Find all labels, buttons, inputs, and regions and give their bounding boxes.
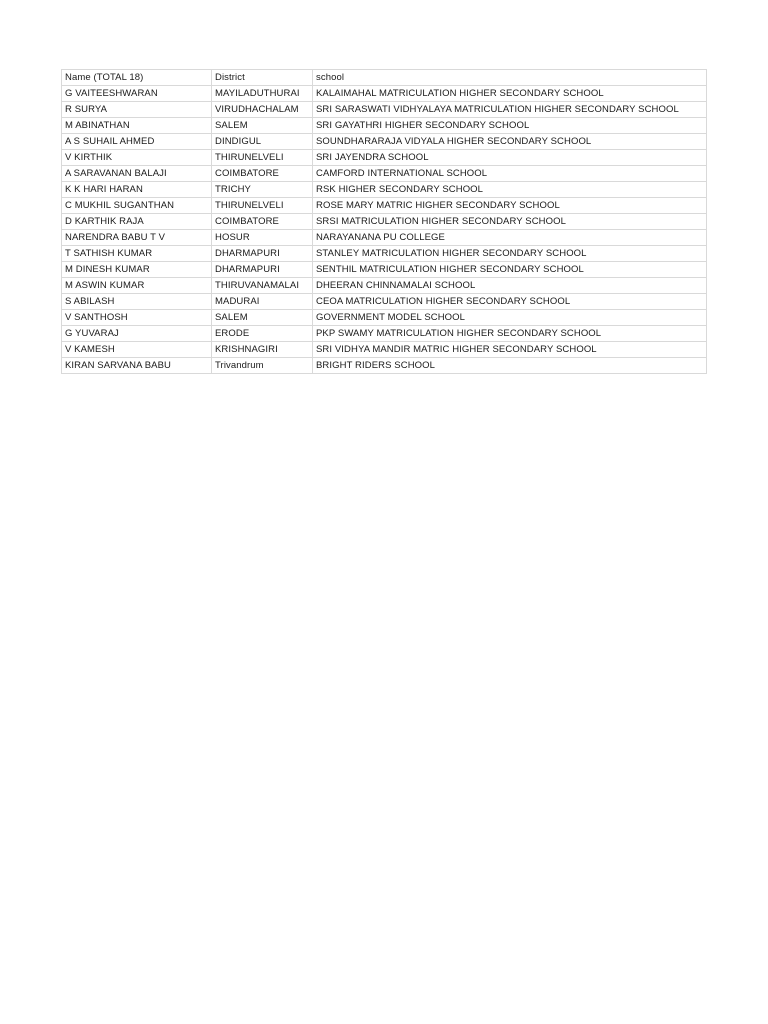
district-cell[interactable]: DHARMAPURI xyxy=(212,246,313,262)
name-cell[interactable]: C MUKHIL SUGANTHAN xyxy=(62,198,212,214)
name-cell[interactable]: G VAITEESHWARAN xyxy=(62,86,212,102)
table-row xyxy=(62,150,707,166)
name-cell[interactable]: A S SUHAIL AHMED xyxy=(62,134,212,150)
district-cell[interactable]: VIRUDHACHALAM xyxy=(212,102,313,118)
name-cell[interactable]: V KAMESH xyxy=(62,342,212,358)
table-row xyxy=(62,246,707,262)
district-cell[interactable]: THIRUNELVELI xyxy=(212,150,313,166)
table-row xyxy=(62,310,707,326)
table-row xyxy=(62,182,707,198)
table-row xyxy=(62,342,707,358)
name-cell[interactable]: A SARAVANAN BALAJI xyxy=(62,166,212,182)
name-cell[interactable]: G YUVARAJ xyxy=(62,326,212,342)
student-roster-table xyxy=(61,69,707,374)
district-cell[interactable]: COIMBATORE xyxy=(212,214,313,230)
school-cell[interactable]: SRI VIDHYA MANDIR MATRIC HIGHER SECONDARY SCHOOL xyxy=(313,342,707,358)
column-header-school[interactable]: school xyxy=(313,70,707,86)
district-cell[interactable]: DHARMAPURI xyxy=(212,262,313,278)
table-row xyxy=(62,198,707,214)
name-cell[interactable]: K K HARI HARAN xyxy=(62,182,212,198)
name-cell[interactable]: R SURYA xyxy=(62,102,212,118)
school-cell[interactable]: GOVERNMENT MODEL SCHOOL xyxy=(313,310,707,326)
school-cell[interactable]: SRI GAYATHRI HIGHER SECONDARY SCHOOL xyxy=(313,118,707,134)
name-cell[interactable]: M DINESH KUMAR xyxy=(62,262,212,278)
table-row xyxy=(62,358,707,374)
name-cell[interactable]: T SATHISH KUMAR xyxy=(62,246,212,262)
school-cell[interactable]: RSK HIGHER SECONDARY SCHOOL xyxy=(313,182,707,198)
district-cell[interactable]: MAYILADUTHURAI xyxy=(212,86,313,102)
district-cell[interactable]: ERODE xyxy=(212,326,313,342)
table-body xyxy=(62,86,707,374)
table-row xyxy=(62,86,707,102)
name-cell[interactable]: V SANTHOSH xyxy=(62,310,212,326)
district-cell[interactable]: THIRUNELVELI xyxy=(212,198,313,214)
name-cell[interactable]: D KARTHIK RAJA xyxy=(62,214,212,230)
table-row xyxy=(62,102,707,118)
name-cell[interactable]: M ABINATHAN xyxy=(62,118,212,134)
table-row xyxy=(62,230,707,246)
school-cell[interactable]: SRI SARASWATI VIDHYALAYA MATRICULATION HIGHER SECONDARY SCHOOL xyxy=(313,102,707,118)
district-cell[interactable]: HOSUR xyxy=(212,230,313,246)
district-cell[interactable]: TRICHY xyxy=(212,182,313,198)
school-cell[interactable]: SOUNDHARARAJA VIDYALA HIGHER SECONDARY SCHOOL xyxy=(313,134,707,150)
name-cell[interactable]: KIRAN SARVANA BABU xyxy=(62,358,212,374)
school-cell[interactable]: SENTHIL MATRICULATION HIGHER SECONDARY SCHOOL xyxy=(313,262,707,278)
district-cell[interactable]: SALEM xyxy=(212,118,313,134)
spreadsheet-sheet xyxy=(61,69,706,374)
name-cell[interactable]: S ABILASH xyxy=(62,294,212,310)
district-cell[interactable]: THIRUVANAMALAI xyxy=(212,278,313,294)
school-cell[interactable]: CAMFORD INTERNATIONAL SCHOOL xyxy=(313,166,707,182)
column-header-name[interactable]: Name (TOTAL 18) xyxy=(62,70,212,86)
table-row xyxy=(62,118,707,134)
district-cell[interactable]: KRISHNAGIRI xyxy=(212,342,313,358)
name-cell[interactable]: NARENDRA BABU T V xyxy=(62,230,212,246)
table-row xyxy=(62,326,707,342)
school-cell[interactable]: SRI JAYENDRA SCHOOL xyxy=(313,150,707,166)
district-cell[interactable]: DINDIGUL xyxy=(212,134,313,150)
school-cell[interactable]: PKP SWAMY MATRICULATION HIGHER SECONDARY SCHOOL xyxy=(313,326,707,342)
school-cell[interactable]: NARAYANANA PU COLLEGE xyxy=(313,230,707,246)
school-cell[interactable]: DHEERAN CHINNAMALAI SCHOOL xyxy=(313,278,707,294)
table-row xyxy=(62,294,707,310)
table-row xyxy=(62,214,707,230)
table-row xyxy=(62,278,707,294)
table-row xyxy=(62,134,707,150)
school-cell[interactable]: STANLEY MATRICULATION HIGHER SECONDARY SCHOOL xyxy=(313,246,707,262)
table-row xyxy=(62,262,707,278)
school-cell[interactable]: SRSI MATRICULATION HIGHER SECONDARY SCHOOL xyxy=(313,214,707,230)
name-cell[interactable]: M ASWIN KUMAR xyxy=(62,278,212,294)
district-cell[interactable]: MADURAI xyxy=(212,294,313,310)
name-cell[interactable]: V KIRTHIK xyxy=(62,150,212,166)
school-cell[interactable]: ROSE MARY MATRIC HIGHER SECONDARY SCHOOL xyxy=(313,198,707,214)
school-cell[interactable]: CEOA MATRICULATION HIGHER SECONDARY SCHOOL xyxy=(313,294,707,310)
table-row xyxy=(62,166,707,182)
header-row xyxy=(62,70,707,86)
school-cell[interactable]: KALAIMAHAL MATRICULATION HIGHER SECONDARY SCHOOL xyxy=(313,86,707,102)
column-header-district[interactable]: District xyxy=(212,70,313,86)
school-cell[interactable]: BRIGHT RIDERS SCHOOL xyxy=(313,358,707,374)
district-cell[interactable]: SALEM xyxy=(212,310,313,326)
district-cell[interactable]: COIMBATORE xyxy=(212,166,313,182)
district-cell[interactable]: Trivandrum xyxy=(212,358,313,374)
